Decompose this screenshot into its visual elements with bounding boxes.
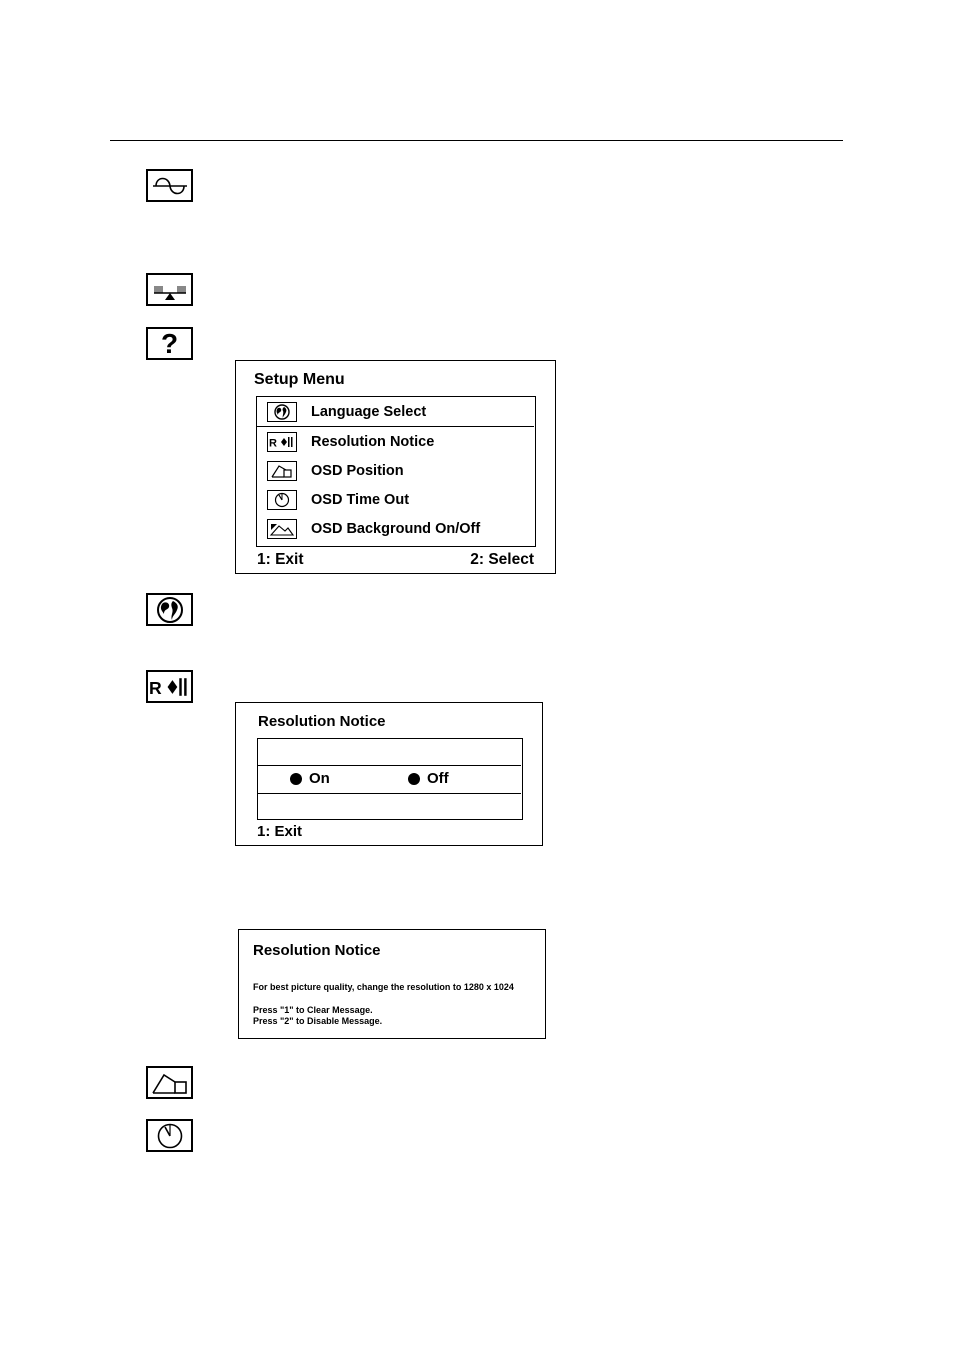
sine-wave-icon	[146, 169, 193, 202]
clear-message-hint: Press "1" to Clear Message.	[253, 1005, 373, 1015]
menu-item-osd-position[interactable]	[257, 456, 534, 485]
header-rule	[110, 140, 843, 141]
question-icon	[146, 327, 193, 360]
setup-menu-title: Setup Menu	[254, 371, 345, 388]
select-hint[interactable]: 2: Select	[470, 551, 534, 568]
clock-icon	[267, 490, 297, 510]
resolution-message-body: For best picture quality, change the resolution to 1280 x 1024	[253, 982, 514, 992]
resolution-icon-letter: R	[269, 437, 277, 449]
resolution-message-title: Resolution Notice	[253, 942, 381, 959]
menu-item-label: OSD Background On/Off	[311, 520, 481, 537]
menu-item-osd-time-out[interactable]	[257, 485, 534, 514]
setup-menu-panel	[235, 360, 556, 574]
menu-item-resolution-notice[interactable]	[257, 427, 534, 456]
exit-hint[interactable]: 1: Exit	[257, 823, 303, 840]
radio-dot-icon	[290, 773, 302, 785]
resolution-notice-dialog	[235, 702, 543, 846]
off-option[interactable]	[408, 770, 449, 787]
help-glyph: ?	[160, 327, 179, 359]
setup-menu-list	[256, 396, 536, 547]
menu-item-label: Language Select	[311, 403, 427, 420]
exit-hint[interactable]: 1: Exit	[257, 551, 304, 568]
clock-icon	[146, 1119, 193, 1152]
osd-position-icon	[267, 461, 297, 481]
globe-icon	[267, 402, 297, 422]
menu-item-label: OSD Time Out	[311, 491, 410, 508]
off-label: Off	[427, 770, 449, 787]
balance-icon	[146, 273, 193, 306]
on-label: On	[309, 770, 330, 787]
resolution-notice-message	[238, 929, 546, 1039]
on-option[interactable]	[290, 770, 330, 787]
resolution-options-row	[258, 765, 521, 794]
background-icon	[267, 519, 297, 539]
resolution-dialog-title: Resolution Notice	[258, 713, 386, 730]
menu-item-language-select[interactable]	[257, 397, 534, 427]
resolution-notice-icon	[146, 670, 193, 703]
radio-dot-icon	[408, 773, 420, 785]
disable-message-hint: Press "2" to Disable Message.	[253, 1016, 383, 1026]
menu-item-label: OSD Position	[311, 462, 404, 479]
globe-icon	[146, 593, 193, 626]
resolution-options-box	[257, 738, 523, 820]
menu-item-label: Resolution Notice	[311, 433, 435, 450]
osd-position-icon	[146, 1066, 193, 1099]
menu-item-osd-background[interactable]	[257, 514, 534, 543]
resolution-icon-letter: R	[148, 677, 162, 698]
resolution-notice-icon	[267, 432, 297, 452]
